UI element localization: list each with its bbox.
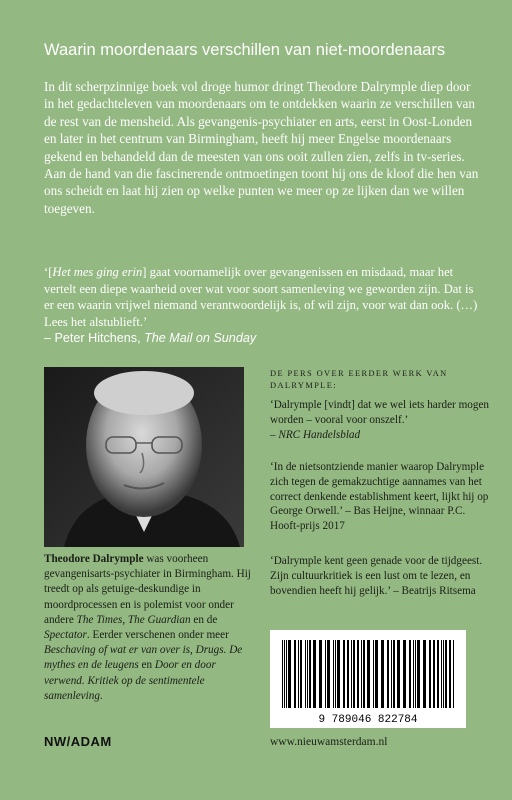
barcode-bar [409,640,411,708]
hitchens-quote: ‘[Het mes ging erin] gaat voornamelijk over gevangenissen en misdaad, maar het vertelt een diepe waarheid over wat voor soort samenleving we geworden zijn. Dat is er een waarin vrijwel niemand verantwoordelijk is, of wil zijn, voor wat dan ook. (…) Lees het alstublieft.’ – Peter Hitchens, The Mail on Sunday [44,264,480,347]
quote-book-title: Het mes ging erin [52,265,143,279]
barcode-bar [363,640,365,708]
barcode-bar [294,640,296,708]
barcode-bar [393,640,395,708]
isbn-barcode [270,630,466,728]
press-quote-heijne: ‘In de nietsontziende manier waarop Dalrymple zich tegen de gemakzuchtige aannames van het correct denkende establishment keert, lijkt hij op George Orwell.’ – Bas Heijne, winnaar P.C. Hooft-prijs 2017 [270,461,489,533]
barcode-bar [319,640,322,708]
barcode-bar [325,640,326,708]
barcode-bar [343,640,345,708]
quote-source: – Peter Hitchens, The Mail on Sunday [44,331,257,346]
barcode-bar [357,640,359,708]
barcode-bar [441,640,442,708]
barcode-bar [284,640,285,708]
press-quote-nrc: ‘Dalrymple [vindt] dat we wel iets harder mogen worden – vooral voor onszelf.’ – NRC Handelsblad [270,399,490,441]
barcode-bar [415,640,416,708]
barcode-bar [417,640,420,708]
barcode-bar [337,640,340,708]
barcode-bar [300,640,302,708]
barcode-bar [351,640,352,708]
barcode-bar [367,640,370,708]
press-quote-ritsema: ‘Dalrymple kent geen genade voor de tijdgeest. Zijn cultuurkritiek is een lust om te lezen, en bovendien heeft hij gelijk.’ – Beatrijs Ritsema [270,555,483,597]
barcode-bar [433,640,435,708]
barcode-bar [333,640,334,708]
quote-text: gaat voornamelijk over gevangenissen en misdaad, maar het vertelt een diepe waarheid over wat voor soort samenleving we geworden zijn. Dat is er een waarin vrijwel niemand verantwoordelijk is, of wil zijn, voor wat dan ook. (…) Lees het alstublieft.’ [44,265,478,329]
barcode-bar [445,640,447,708]
press-source-nrc: – NRC Handelsblad [270,428,361,441]
barcode-bar [307,640,308,708]
barcode-bar [443,640,444,708]
quote-publication: The Mail on Sunday [144,331,257,346]
barcode-bar [309,640,311,708]
isbn-number: 9 789046 822784 [318,714,418,726]
barcode-icon [270,630,466,728]
publisher-logo: NW/ADAM [44,734,112,749]
publisher-website[interactable]: www.nieuwamsterdam.nl [270,736,388,748]
barcode-bar [381,640,384,708]
barcode-bar [327,640,330,708]
barcode-bar [423,640,426,708]
barcode-bar [313,640,316,708]
barcode-bar [429,640,431,708]
author-bio: Theodore Dalrymple was voorheen gevangenisarts-psychiater in Birmingham. Hij treedt op als getuige-deskundige in moordprocessen en is polemist voor onder andere The Times, The Guardian en de Spectator. Eerder verschenen onder meer Beschaving of wat er van over is, Drugs. De mythes en de leugens en Door en door verwend. Kritiek op de sentimentele samenleving. [44,553,251,702]
barcode-bar [286,640,287,708]
cover-headline: Waarin moordenaars verschillen van niet-moordenaars [44,41,446,59]
barcode-bar [375,640,378,708]
author-portrait [44,367,244,547]
barcode-bar [305,640,306,708]
barcode-bar [453,640,454,708]
barcode-bar [282,640,283,708]
barcode-bar [391,640,392,708]
barcode-bar [387,640,389,708]
press-heading: DE PERS OVER EERDER WERK VAN DALRYMPLE: [270,369,448,390]
barcode-bar [449,640,451,708]
author-name: Theodore Dalrymple [44,553,144,565]
barcode-bar [373,640,374,708]
barcode-bar [397,640,400,708]
portrait-image [44,367,244,547]
barcode-bar [403,640,406,708]
barcode-bar [413,640,414,708]
barcode-bar [298,640,299,708]
intro-paragraph: In dit scherpzinnige boek vol droge humor dringt Theodore Dalrymple diep door in het gedachteleven van moordenaars om te ontdekken waarin ze verschillen van de rest van de mensheid. Als gevangenis-psychiater en arts, eerst in Oost-Londen en later in het centrum van Birmingham, heeft hij meer Engelse moordenaars gekend en behandeld dan de meesten van ons ooit zullen zien, zelfs in tv-series. Aan de hand van die fascinerende ontmoetingen toont hij ons de kloof die hen van ons scheidt en laat hij zien op welke punten we meer op ze lijken dan we willen toegeven. [44,79,479,216]
barcode-bar [437,640,439,708]
barcode-bar [353,640,355,708]
barcode-bar [288,640,291,708]
barcode-bar [347,640,349,708]
barcode-bar [335,640,336,708]
barcode-bar [361,640,362,708]
